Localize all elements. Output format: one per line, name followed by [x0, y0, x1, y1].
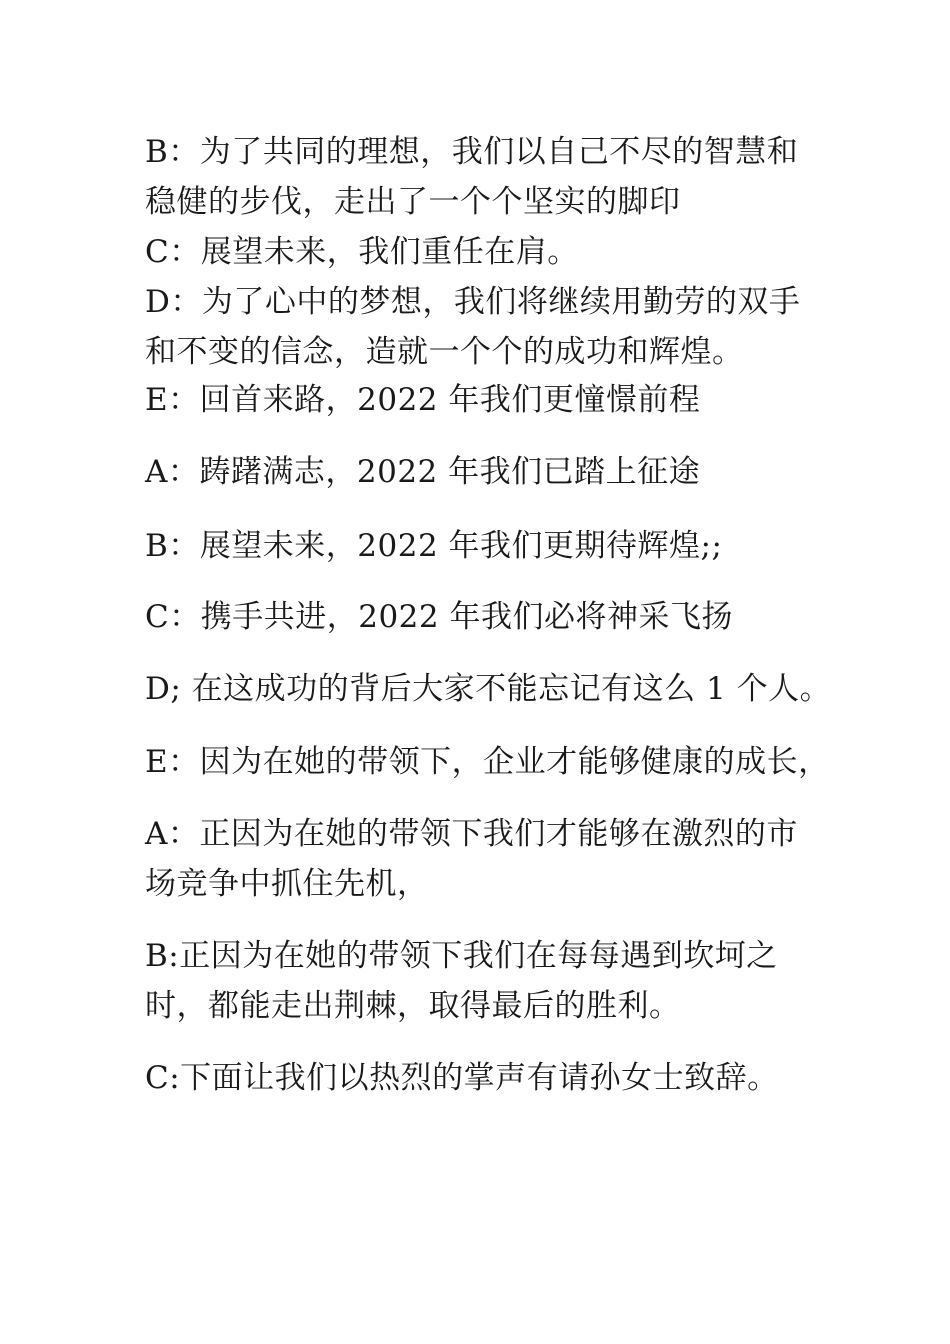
text-line: A：踌躇满志，2022 年我们已踏上征途	[145, 454, 701, 490]
text-line: C：展望未来，我们重任在肩。	[145, 234, 579, 270]
text-line: B：为了共同的理想，我们以自己不尽的智慧和	[145, 134, 799, 170]
text-line: 和不变的信念，造就一个个的成功和辉煌。	[145, 334, 744, 370]
text-line: D：为了心中的梦想，我们将继续用勤劳的双手	[145, 284, 801, 320]
text-line: C:下面让我们以热烈的掌声有请孙女士致辞。	[145, 1060, 779, 1096]
text-line: E：因为在她的带领下，企业才能够健康的成长，	[145, 744, 830, 780]
text-line: 场竞争中抓住先机，	[145, 866, 429, 902]
text-line: A：正因为在她的带领下我们才能够在激烈的市	[145, 816, 798, 852]
text-line: D; 在这成功的背后大家不能忘记有这么 1 个人。	[145, 671, 832, 707]
text-line: C：携手共进，2022 年我们必将神采飞扬	[145, 599, 733, 635]
text-line: B:正因为在她的带领下我们在每每遇到坎坷之	[145, 938, 778, 974]
text-line: 时，都能走出荆棘，取得最后的胜利。	[145, 988, 681, 1024]
text-line: B：展望未来，2022 年我们更期待辉煌;;	[145, 528, 723, 564]
text-line: 稳健的步伐，走出了一个个坚实的脚印	[145, 184, 681, 220]
text-line: E：回首来路，2022 年我们更憧憬前程	[145, 382, 701, 418]
